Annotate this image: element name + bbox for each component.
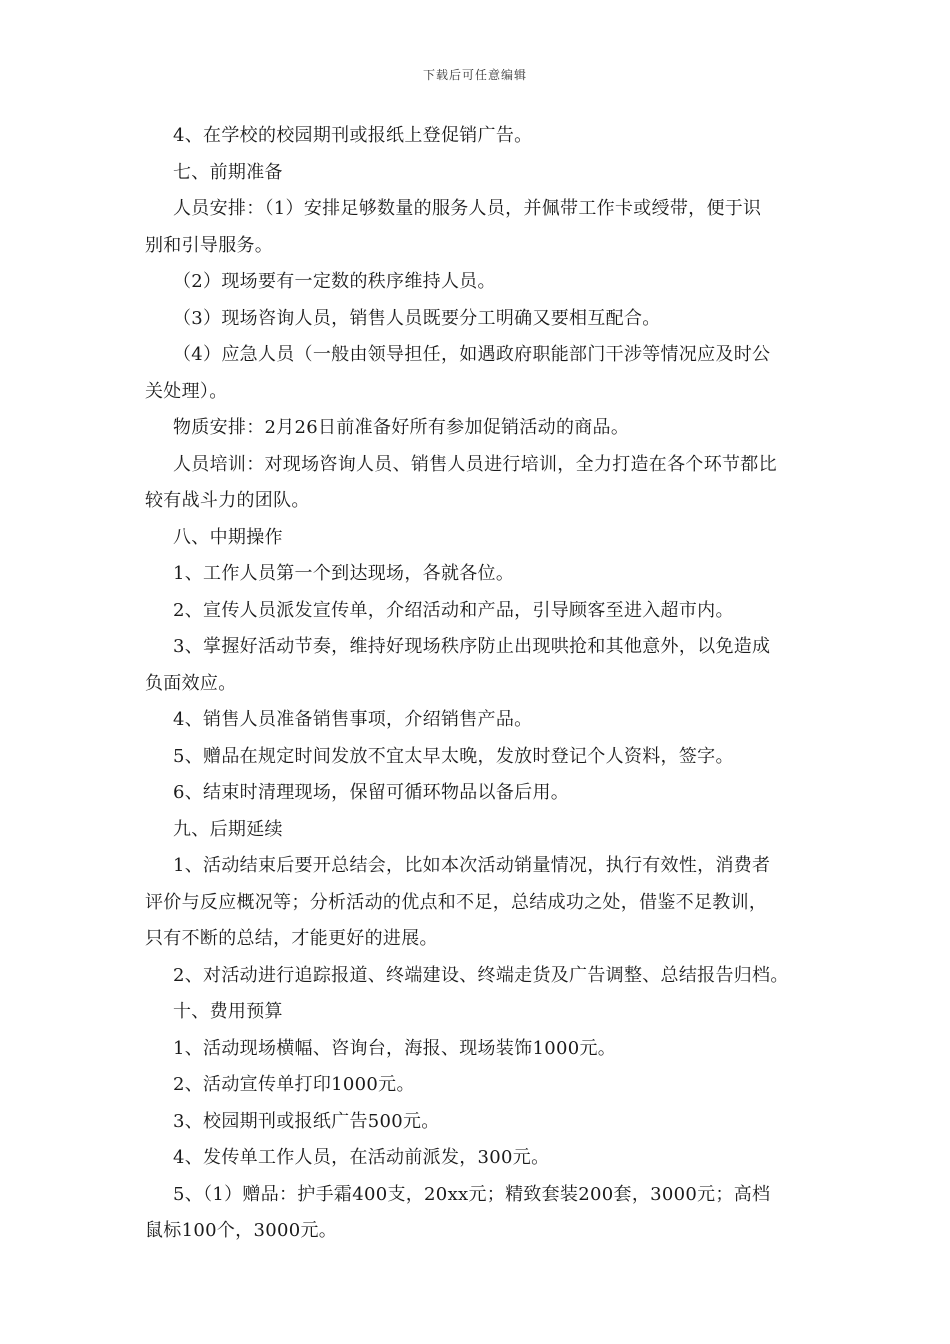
text-line: 物质安排：2月26日前准备好所有参加促销活动的商品。 [173, 417, 630, 438]
text-line: 5、赠品在规定时间发放不宜太早太晚，发放时登记个人资料，签字。 [173, 745, 734, 767]
text-line: （3）现场咨询人员，销售人员既要分工明确又要相互配合。 [173, 307, 661, 329]
text-line: 鼠标100个，3000元。 [145, 1220, 338, 1241]
text-line: 4、发传单工作人员，在活动前派发，300元。 [173, 1147, 550, 1168]
text-line: 3、掌握好活动节奏，维持好现场秩序防止出现哄抢和其他意外，以免造成 [173, 636, 771, 657]
text-line: 1、工作人员第一个到达现场，各就各位。 [173, 563, 515, 584]
text-line: （2）现场要有一定数的秩序维持人员。 [173, 271, 496, 292]
text-line: 关处理）。 [145, 380, 228, 402]
text-line: 七、前期准备 [173, 161, 283, 183]
text-line: 人员培训：对现场咨询人员、销售人员进行培训，全力打造在各个环节都比 [173, 453, 777, 475]
text-line: 6、结束时清理现场，保留可循环物品以备后用。 [173, 782, 570, 803]
text-line: 2、宣传人员派发宣传单，介绍活动和产品，引导顾客至进入超市内。 [173, 599, 734, 621]
text-line: 评价与反应概况等；分析活动的优点和不足，总结成功之处，借鉴不足教训， [145, 891, 768, 913]
text-line: 较有战斗力的团队。 [145, 490, 310, 511]
text-line: （4）应急人员（一般由领导担任，如遇政府职能部门干涉等情况应及时公 [173, 344, 771, 365]
text-line: 4、在学校的校园期刊或报纸上登促销广告。 [173, 125, 533, 146]
text-line: 2、活动宣传单打印1000元。 [173, 1074, 415, 1095]
text-line: 十、费用预算 [173, 1001, 283, 1022]
text-line: 2、对活动进行追踪报道、终端建设、终端走货及广告调整、总结报告归档。 [173, 964, 789, 986]
document-body [145, 118, 810, 1250]
text-line: 八、中期操作 [173, 526, 283, 548]
page-header-note: 下载后可任意编辑 [422, 68, 527, 82]
text-line: 3、校园期刊或报纸广告500元。 [173, 1110, 440, 1132]
text-line: 1、活动结束后要开总结会，比如本次活动销量情况，执行有效性，消费者 [173, 855, 771, 876]
text-line: 别和引导服务。 [145, 234, 274, 256]
text-line: 只有不断的总结，才能更好的进展。 [145, 928, 438, 949]
text-line: 1、活动现场横幅、咨询台，海报、现场装饰1000元。 [173, 1037, 617, 1059]
text-line: 4、销售人员准备销售事项，介绍销售产品。 [173, 709, 533, 730]
text-line: 人员安排：（1）安排足够数量的服务人员，并佩带工作卡或绶带，便于识 [173, 198, 762, 219]
text-line: 负面效应。 [145, 672, 237, 694]
text-line: 5、（1）赠品：护手霜400支，20xx元；精致套装200套，3000元；高档 [173, 1183, 771, 1205]
text-line: 九、后期延续 [173, 818, 283, 840]
